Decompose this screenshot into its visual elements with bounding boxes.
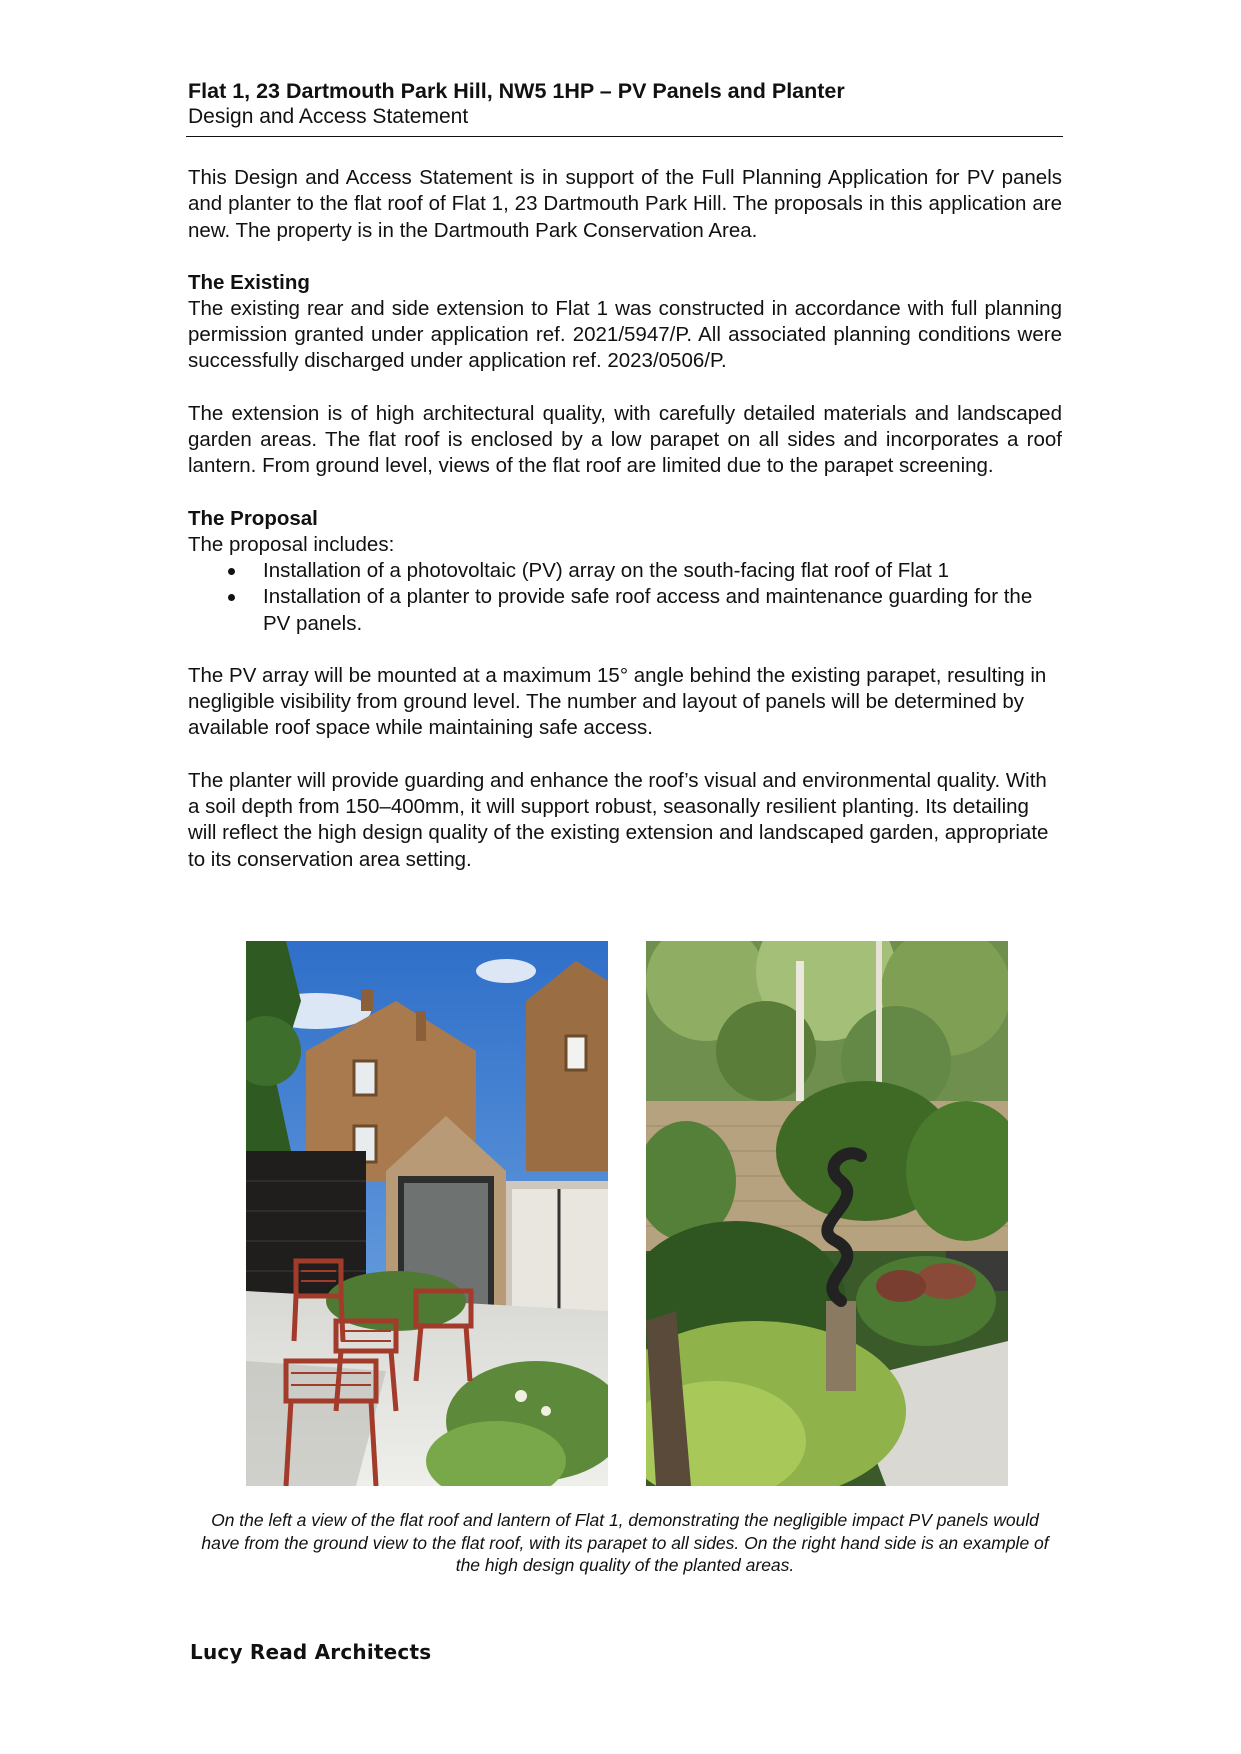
proposal-heading: The Proposal [188,506,318,530]
bullet-text: Installation of a photovoltaic (PV) array on the south-facing flat roof of Flat 1 [263,558,949,582]
intro-paragraph: This Design and Access Statement is in support of the Full Planning Application for PV panels and planter to the flat roof of Flat 1, 23 Dartmouth Park Hill. The proposals in this application are new. The property is in the Dartmouth Park Conservation Area. [188,166,1062,242]
bullet-icon [228,594,235,601]
existing-paragraph-1: The existing rear and side extension to Flat 1 was constructed in accordance with full planning permission granted under application ref. 2021/5947/P. All associated planning conditions were successfully discharged under application ref. 2023/0506/P. [188,296,1062,373]
proposal-lead: The proposal includes: [188,532,395,556]
photo-row [0,941,1241,1486]
bullet-text: Installation of a planter to provide safe roof access and maintenance guarding for the PV panels. [263,585,1033,635]
document-title: Flat 1, 23 Dartmouth Park Hill, NW5 1HP – PV Panels and Planter [188,79,845,103]
document-subtitle: Design and Access Statement [188,105,469,128]
document-body [188,78,1062,873]
garden-photo [646,941,1008,1486]
proposal-paragraph-2: The planter will provide guarding and enhance the roof’s visual and environmental quality. With a soil depth from 150–400mm, it will support robust, seasonally resilient planting. Its detailing will reflect the high design quality of the existing extension and landscaped garden, appropriate to its conservation area setting. [188,768,1049,871]
footer-brand: Lucy Read Architects [190,1640,432,1664]
existing-heading: The Existing [188,270,310,294]
existing-paragraph-2: The extension is of high architectural quality, with carefully detailed materials and landscaped garden areas. The flat roof is enclosed by a low parapet on all sides and incorporates a roof lantern. From ground level, views of the flat roof are limited due to the parapet screening. [188,401,1062,478]
list-item [188,584,1062,637]
proposal-paragraph-1: The PV array will be mounted at a maximum 15° angle behind the existing parapet, resulting in negligible visibility from ground level. The number and layout of panels will be determined by available roof space while maintaining safe access. [188,663,1047,740]
proposal-bullet-list [188,558,1062,637]
extension-photo [246,941,608,1486]
photo-caption: On the left a view of the flat roof and lantern of Flat 1, demonstrating the negligible impact PV panels would have from the ground view to the flat roof, with its parapet to all sides. On the right hand side is an example of the high design quality of the planted areas. [201,1510,1049,1575]
bullet-icon [228,568,235,575]
list-item [188,558,1062,584]
